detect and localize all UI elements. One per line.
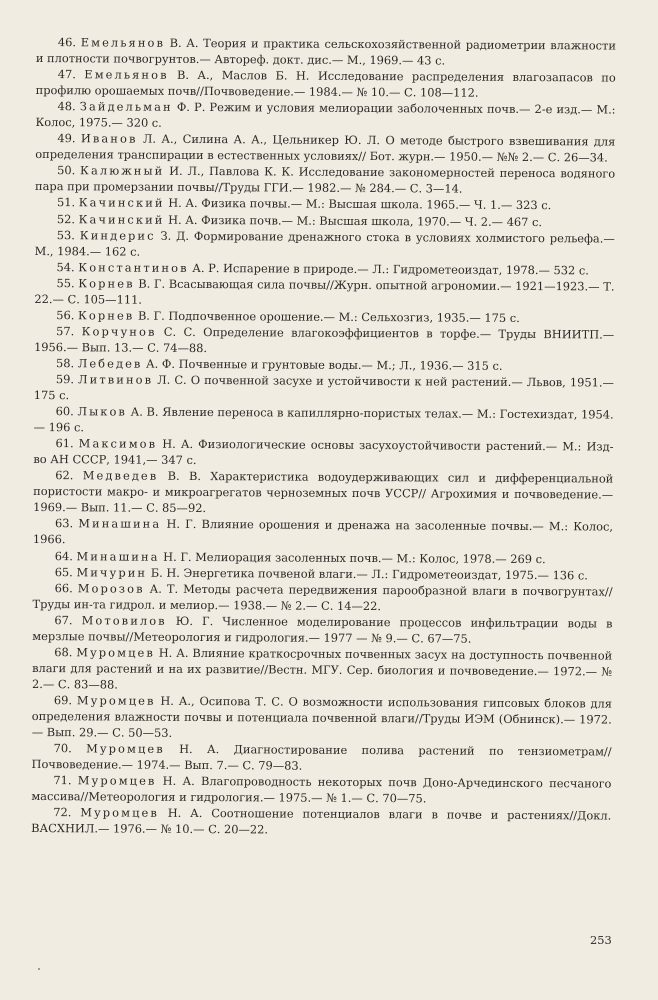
reference-text: В. Г. Всасывающая сила почвы//Журн. опытной агрономии.— 1921—1923.— Т. 22.— С. 105—111. — [34, 276, 615, 307]
reference-number: 66. — [54, 580, 73, 595]
reference-text: Б. Н. Энергетика почвеной влаги.— Л.: Гидрометеоиздат, 1975.— 136 с. — [147, 565, 588, 582]
reference-text: Н. А. Физика почвы.— М.: Высшая школа. 1965.— Ч. 1.— 323 с. — [164, 196, 552, 213]
reference-text: В. Г. Подпочвенное орошение.— М.: Сельхозгиз, 1935.— 175 с. — [134, 308, 520, 325]
reference-number: 50. — [57, 163, 76, 178]
reference-text: З. Д. Формирование дренажного стока в условиях холмистого рельефа.— М., 1984.— 162 с. — [34, 228, 615, 259]
reference-text: Н. А., Осипова Т. С. О возможности использования гипсовых блоков для определения влажности почвы и потенциала почвенной влаги//Труды ИЭМ (Обнинск).— 1972.— Вып. 29.— С. 50—53. — [31, 693, 612, 740]
reference-entry — [34, 403, 614, 439]
reference-text: Н. А. Влияние краткосрочных почвенных засух на доступность почвенной влаги для растений и на их развитие//Вестн. МГУ. Сер. биология и почвоведение.— 1972.— № 2.— С. 83—88. — [31, 645, 613, 692]
reference-author: Медведев — [82, 468, 159, 484]
reference-text: Л. С. О почвенной засухе и устойчивости к ней растений.— Львов, 1951.— 175 с. — [33, 372, 614, 403]
reference-number: 67. — [54, 612, 73, 627]
reference-author: Зайдельман — [79, 99, 173, 115]
reference-number: 68. — [54, 644, 73, 660]
reference-entry — [34, 371, 614, 407]
reference-author: Лебедев — [77, 356, 143, 371]
reference-author: Литвинов — [78, 372, 154, 387]
reference-text: И. Л., Павлова К. К. Исследование закономерностей переноса водяного пара при промерзании почвы//Труды ГГИ.— 1982.— № 284.— С. 3—14. — [35, 164, 616, 197]
reference-entry — [34, 323, 614, 359]
reference-number: 54. — [56, 259, 75, 274]
reference-entry — [36, 34, 616, 70]
reference-author: Калюжный — [80, 163, 165, 179]
reference-number: 57. — [56, 323, 75, 339]
reference-text: Ю. Г. Численное моделирование процессов инфильтрации воды в мерзлые почвы//Метеорология и гидрология.— 1977 — № 9.— С. 67—75. — [32, 613, 613, 646]
reference-text: А. Т. Методы расчета передвижения парообразной влаги в почвогрунтах//Труды ин-та гидрол. и мелиор.— 1938.— № 2.— С. 14—22. — [32, 581, 613, 613]
reference-text: А. Р. Испарение в природе.— Л.: Гидрометеоиздат, 1978.— 532 с. — [188, 260, 589, 278]
reference-author: Минашина — [76, 548, 160, 564]
reference-text: Н. Г. Влияние орошения и дренажа на засоленные почвы.— М.: Колос, 1966. — [32, 517, 614, 547]
reference-number: 53. — [56, 227, 75, 242]
reference-author: Константинов — [78, 259, 189, 275]
reference-author: Морозов — [77, 580, 145, 596]
reference-author: Мичурин — [76, 564, 148, 580]
references-list — [31, 34, 616, 840]
reference-entry — [35, 227, 615, 263]
reference-number: 59. — [55, 372, 75, 387]
reference-number: 47. — [57, 67, 76, 82]
reference-entry — [35, 130, 615, 166]
reference-author: Качинский — [78, 195, 165, 211]
reference-number: 49. — [57, 131, 76, 146]
reference-author: Корчунов — [81, 324, 157, 339]
reference-text: Н. А. Диагностирование полива растений по тензиометрам//Почвоведение.— 1974.— Вып. 7.— С. 79—83. — [31, 741, 612, 773]
reference-number: 55. — [56, 275, 75, 290]
reference-author: Емельянов — [80, 35, 166, 50]
reference-author: Муромцев — [86, 741, 165, 756]
reference-entry — [34, 275, 614, 311]
reference-number: 72. — [53, 805, 72, 820]
reference-author: Муромцев — [80, 805, 159, 821]
reference-text: Н. А. Физиологические основы засухоустойчивости растений.— М.: Изд-во АН СССР, 1941,— 347 с. — [33, 436, 614, 468]
reference-number: 48. — [57, 99, 76, 114]
reference-text: А. В. Явление переноса в капиллярно-пористых телах.— М.: Гостехиздат, 1954.— 196 с. — [33, 404, 614, 435]
reference-text: Н. А. Физика почв.— М.: Высшая школа, 1970.— Ч. 2.— 467 с. — [164, 212, 543, 229]
reference-text: Л. А., Силина А. А., Цельникер Ю. Л. О методе быстрого взвешивания для определения транспирации в естественных условиях// Бот. журн.— 1950.— №№ 2.— С. 26—34. — [35, 131, 616, 165]
reference-entry — [32, 612, 612, 648]
reference-entry — [32, 692, 612, 744]
reference-text: В. А., Маслов Б. Н. Исследование распределения влагозапасов по профилю орошаемых почв//Почвоведение.— 1984.— № 10.— С. 108—112. — [35, 67, 616, 100]
reference-number: 60. — [55, 404, 74, 419]
reference-number: 61. — [55, 436, 74, 451]
reference-entry — [33, 467, 613, 519]
reference-author: Мотовилов — [81, 612, 167, 628]
reference-entry — [31, 772, 611, 808]
reference-number: 62. — [55, 468, 74, 483]
reference-author: Корнев — [77, 308, 135, 323]
reference-text: Н. Г. Мелиорация засоленных почв.— М.: Колос, 1978.— 269 с. — [159, 549, 546, 566]
reference-number: 58. — [55, 356, 75, 371]
reference-number: 63. — [54, 516, 74, 531]
reference-author: Муромцев — [77, 773, 157, 788]
reference-text: Ф. Р. Режим и условия мелиорации заболоченных почв.— 2-е изд.— М.: Колос, 1975.— 320 с. — [35, 100, 616, 131]
reference-entry — [35, 98, 615, 134]
reference-number: 65. — [54, 564, 73, 579]
reference-number: 64. — [54, 548, 73, 563]
print-speck — [38, 968, 40, 970]
reference-number: 56. — [56, 307, 75, 323]
reference-author: Минашина — [78, 516, 162, 532]
reference-author: Киндерис — [79, 227, 156, 243]
reference-author: Емельянов — [84, 67, 169, 82]
reference-entry — [31, 740, 611, 776]
reference-author: Муромцев — [76, 693, 156, 708]
reference-author: Корнев — [78, 275, 135, 291]
reference-text: В. В. Характеристика водоудерживающих сил и дифференциальной пористости макро- и микроагрегатов черноземных почв УССР// Агрохимия и почвоведение.— 1969.— Вып. 11.— С. 85—92. — [33, 469, 614, 516]
reference-text: С. С. Определение влагокоэффициентов в торфе.— Труды ВНИИТП.— 1956.— Вып. 13.— С. 74—88. — [34, 324, 615, 355]
reference-number: 51. — [56, 195, 76, 210]
reference-author: Лыков — [77, 404, 128, 419]
reference-entry — [36, 66, 616, 102]
reference-number: 70. — [53, 741, 72, 756]
reference-author: Муромцев — [76, 645, 155, 660]
reference-entry — [33, 515, 613, 551]
reference-number: 69. — [53, 693, 73, 708]
reference-number: 46. — [57, 35, 77, 50]
reference-entry — [33, 435, 613, 471]
reference-text: Н. А. Соотношение потенциалов влаги в почве и растениях//Докл. ВАСХНИЛ.— 1976.— № 10.— С. 20—22. — [31, 806, 612, 837]
reference-text: Н. А. Влагопроводность некоторых почв Доно-Арчединского песчаного массива//Метеорология и гидрология.— 1975.— № 1.— С. 70—75. — [31, 773, 612, 806]
reference-text: В. А. Теория и практика сельскохозяйственной радиометрии влажности и плотности почвогрунтов.— Автореф. докт. дис.— М., 1969.— 43 с. — [35, 35, 616, 68]
reference-author: Максимов — [78, 436, 158, 451]
reference-entry — [32, 644, 612, 696]
page-number: 253 — [590, 933, 612, 947]
reference-entry — [35, 162, 615, 198]
reference-author: Иванов — [80, 131, 138, 146]
reference-number: 52. — [56, 211, 76, 226]
reference-number: 71. — [53, 773, 72, 788]
reference-entry — [32, 580, 612, 616]
reference-entry — [31, 804, 611, 840]
reference-text: А. Ф. Почвенные и грунтовые воды.— М.; Л., 1936.— 315 с. — [142, 356, 503, 373]
reference-author: Качинский — [78, 211, 165, 227]
